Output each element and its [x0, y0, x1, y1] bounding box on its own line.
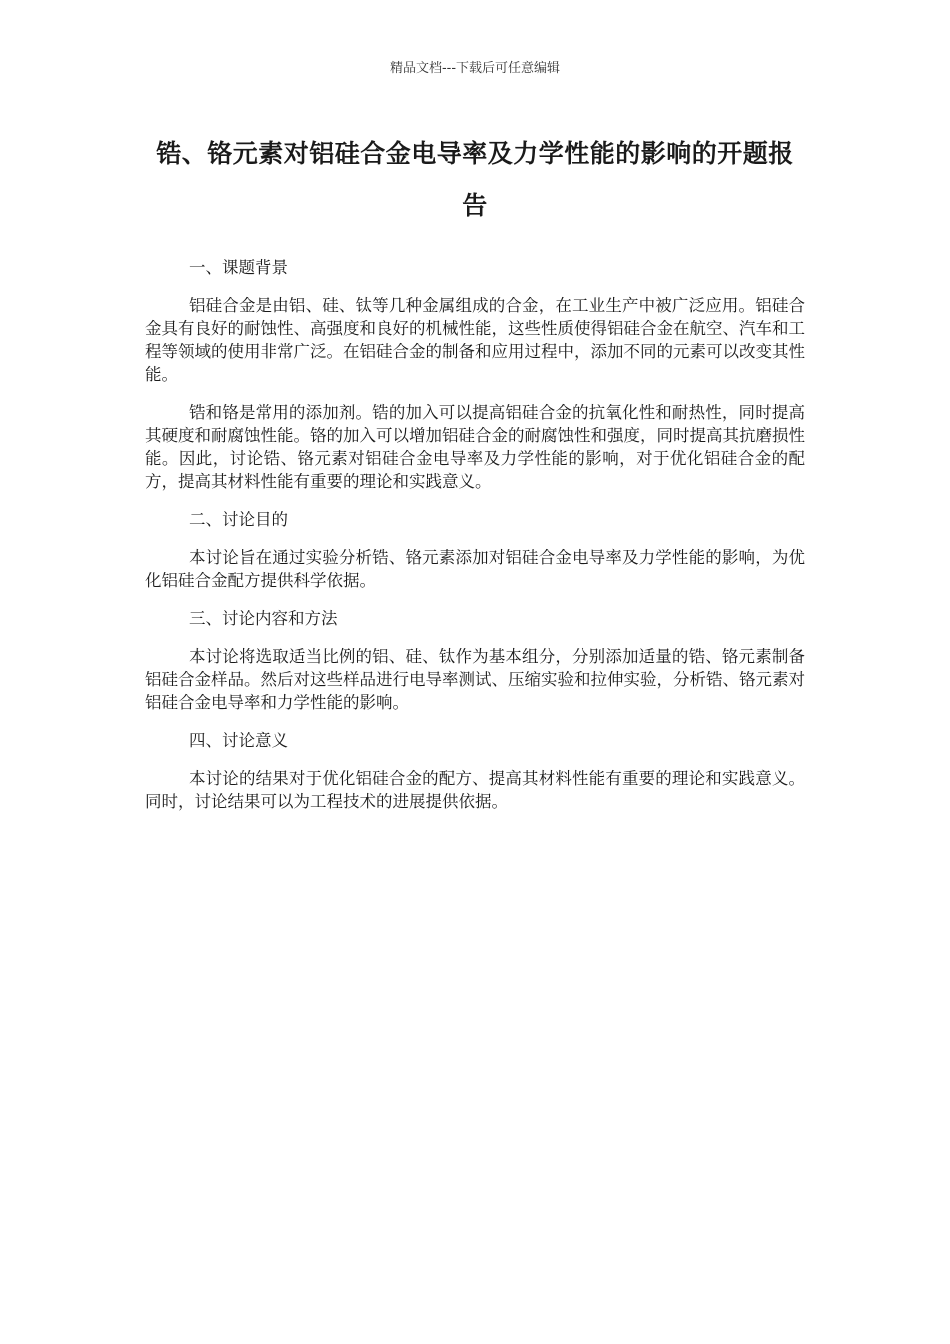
section-heading-background: 一、课题背景 — [189, 258, 288, 277]
section-heading-content-methods: 三、讨论内容和方法 — [189, 609, 338, 628]
page-header: 精品文档---下载后可任意编辑 — [389, 61, 561, 76]
document-title: 锆、铬元素对铝硅合金电导率及力学性能的影响的开题报告 — [156, 139, 794, 220]
paragraph: 锆和铬是常用的添加剂。锆的加入可以提高铝硅合金的抗氧化性和耐热性，同时提高其硬度和耐腐蚀性能。铬的加入可以增加铝硅合金的耐腐蚀性和强度，同时提高其抗磨损性能。因此，讨论锆、铬元素对铝硅合金电导率及力学性能的影响，对于优化铝硅合金的配方，提高其材料性能有重要的理论和实践意义。 — [145, 403, 805, 491]
section-heading-purpose: 二、讨论目的 — [189, 510, 288, 529]
section-heading-significance: 四、讨论意义 — [189, 731, 288, 750]
paragraph: 铝硅合金是由铝、硅、钛等几种金属组成的合金，在工业生产中被广泛应用。铝硅合金具有良好的耐蚀性、高强度和良好的机械性能，这些性质使得铝硅合金在航空、汽车和工程等领域的使用非常广泛。在铝硅合金的制备和应用过程中，添加不同的元素可以改变其性能。 — [145, 296, 805, 384]
document-body — [145, 256, 805, 828]
paragraph: 本讨论将选取适当比例的铝、硅、钛作为基本组分，分别添加适量的锆、铬元素制备铝硅合金样品。然后对这些样品进行电导率测试、压缩实验和拉伸实验，分析锆、铬元素对铝硅合金电导率和力学性能的影响。 — [145, 647, 805, 712]
paragraph: 本讨论旨在通过实验分析锆、铬元素添加对铝硅合金电导率及力学性能的影响，为优化铝硅合金配方提供科学依据。 — [145, 548, 805, 590]
paragraph: 本讨论的结果对于优化铝硅合金的配方、提高其材料性能有重要的理论和实践意义。同时，讨论结果可以为工程技术的进展提供依据。 — [145, 769, 805, 811]
